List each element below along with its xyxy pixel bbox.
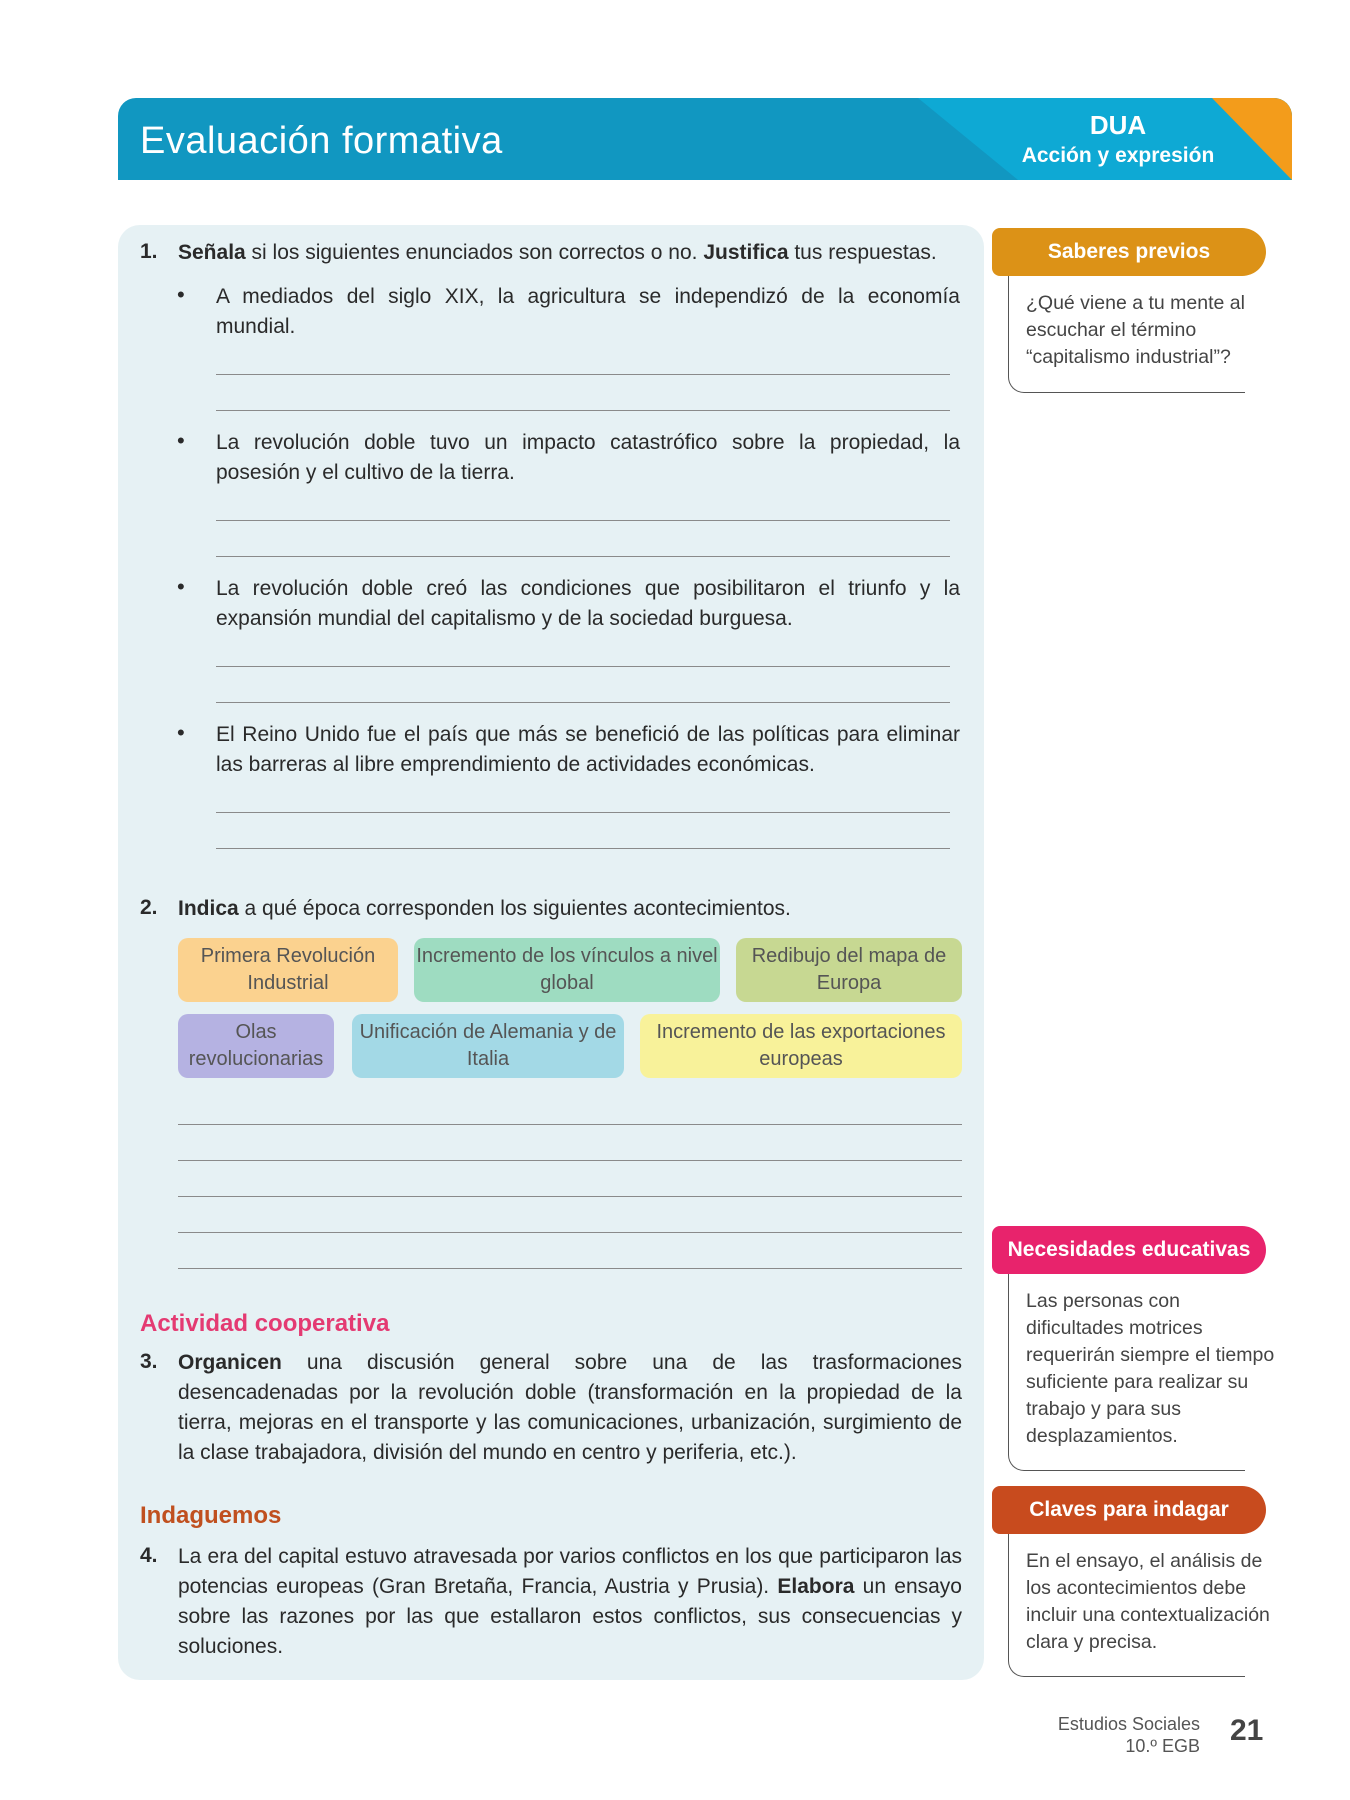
answer-line[interactable] [216,666,950,667]
answer-line[interactable] [178,1124,962,1125]
question-1-number: 1. [140,240,158,263]
event-tag: Primera Revolución Industrial [178,938,398,1002]
statement-2: La revolución doble tuvo un impacto catastrófico sobre la propiedad, la posesión y el cultivo de la tierra. [216,431,960,484]
page-number: 21 [1230,1714,1264,1747]
event-tag: Olas revolucionarias [178,1014,334,1078]
answer-line[interactable] [216,410,950,411]
question-2-text: a qué época corresponden los siguientes acontecimientos. [238,897,791,920]
event-tag: Incremento de los vínculos a nivel global [414,938,720,1002]
event-tag: Incremento de las exportaciones europeas [640,1014,962,1078]
answer-line[interactable] [216,812,950,813]
inquiry-keys-header: Claves para indagar [992,1486,1266,1534]
header-banner [118,98,1292,180]
footer-grade: 10.º EGB [1125,1736,1200,1756]
answer-line[interactable] [178,1268,962,1269]
question-4-text-a: La era del capital estuvo atravesada por varios conflictos en los que participaron las potencias europeas (Gran Bretaña, Francia, Austria y Prusia). [178,1545,962,1598]
answer-line[interactable] [216,374,950,375]
answer-line[interactable] [216,520,950,521]
bullet-icon: • [177,282,185,307]
prior-knowledge-header: Saberes previos [992,228,1266,276]
statement-4: El Reino Unido fue el país que más se benefició de las políticas para eliminar las barreras al libre emprendimiento de actividades económicas. [216,723,960,776]
question-4-number: 4. [140,1544,158,1567]
question-1-text-b: tus respuestas. [788,241,937,264]
question-2-verb: Indica [178,897,239,920]
question-1-prompt [178,238,968,268]
dua-label: DUA [1089,110,1147,140]
bullet-icon: • [177,574,185,599]
prior-knowledge-text: ¿Qué viene a tu mente al escuchar el término “capitalismo industrial”? [1026,292,1245,368]
answer-line[interactable] [216,702,950,703]
statement-1: A mediados del siglo XIX, la agricultura se independizó de la economía mundial. [216,285,960,338]
cooperative-heading: Actividad cooperativa [140,1310,390,1337]
event-tag: Unificación de Alemania y de Italia [352,1014,624,1078]
answer-line[interactable] [178,1160,962,1161]
question-1-text-a: si los siguientes enunciados son correctos o no. [245,241,704,264]
question-4-text-b: un ensayo sobre las razones por las que estallaron estos conflictos, sus consecuencias y soluciones. [178,1575,962,1658]
inquiry-keys-text: En el ensayo, el análisis de los acontecimientos debe incluir una contextualización clara y precisa. [1026,1550,1270,1653]
question-4-text [178,1542,962,1662]
statement-3: La revolución doble creó las condiciones que posibilitaron el triunfo y la expansión mundial del capitalismo y de la sociedad burguesa. [216,577,960,630]
question-3-body: una discusión general sobre una de las trasformaciones desencadenadas por la revolución doble (transformación en la propiedad de la tierra, mejoras en el transporte y las comunicaciones, urbanización, surgimiento de la clase trabajadora, división del mundo en centro y periferia, etc.). [178,1351,962,1464]
answer-line[interactable] [178,1196,962,1197]
question-3-verb: Organicen [178,1351,282,1374]
answer-line[interactable] [178,1232,962,1233]
dua-subtitle: Acción y expresión [1021,144,1215,167]
bullet-icon: • [177,720,185,745]
answer-line[interactable] [216,848,950,849]
educational-needs-header: Necesidades educativas [992,1226,1266,1274]
footer-subject: Estudios Sociales [1057,1714,1200,1734]
answer-line[interactable] [216,556,950,557]
event-tag: Redibujo del mapa de Europa [736,938,962,1002]
question-3-text [178,1348,962,1468]
question-3-number: 3. [140,1350,158,1373]
question-1-verb2: Justifica [703,241,789,264]
page-title: Evaluación formativa [140,120,503,162]
inquiry-heading: Indaguemos [140,1502,282,1529]
question-2-number: 2. [140,896,158,919]
question-1-verb: Señala [178,241,246,264]
question-2-prompt [178,894,968,924]
bullet-icon: • [177,428,185,453]
question-4-verb: Elabora [777,1575,855,1598]
educational-needs-text: Las personas con dificultades motrices requerirán siempre el tiempo suficiente para realizar su trabajo y para sus desplazamientos. [1026,1290,1275,1447]
